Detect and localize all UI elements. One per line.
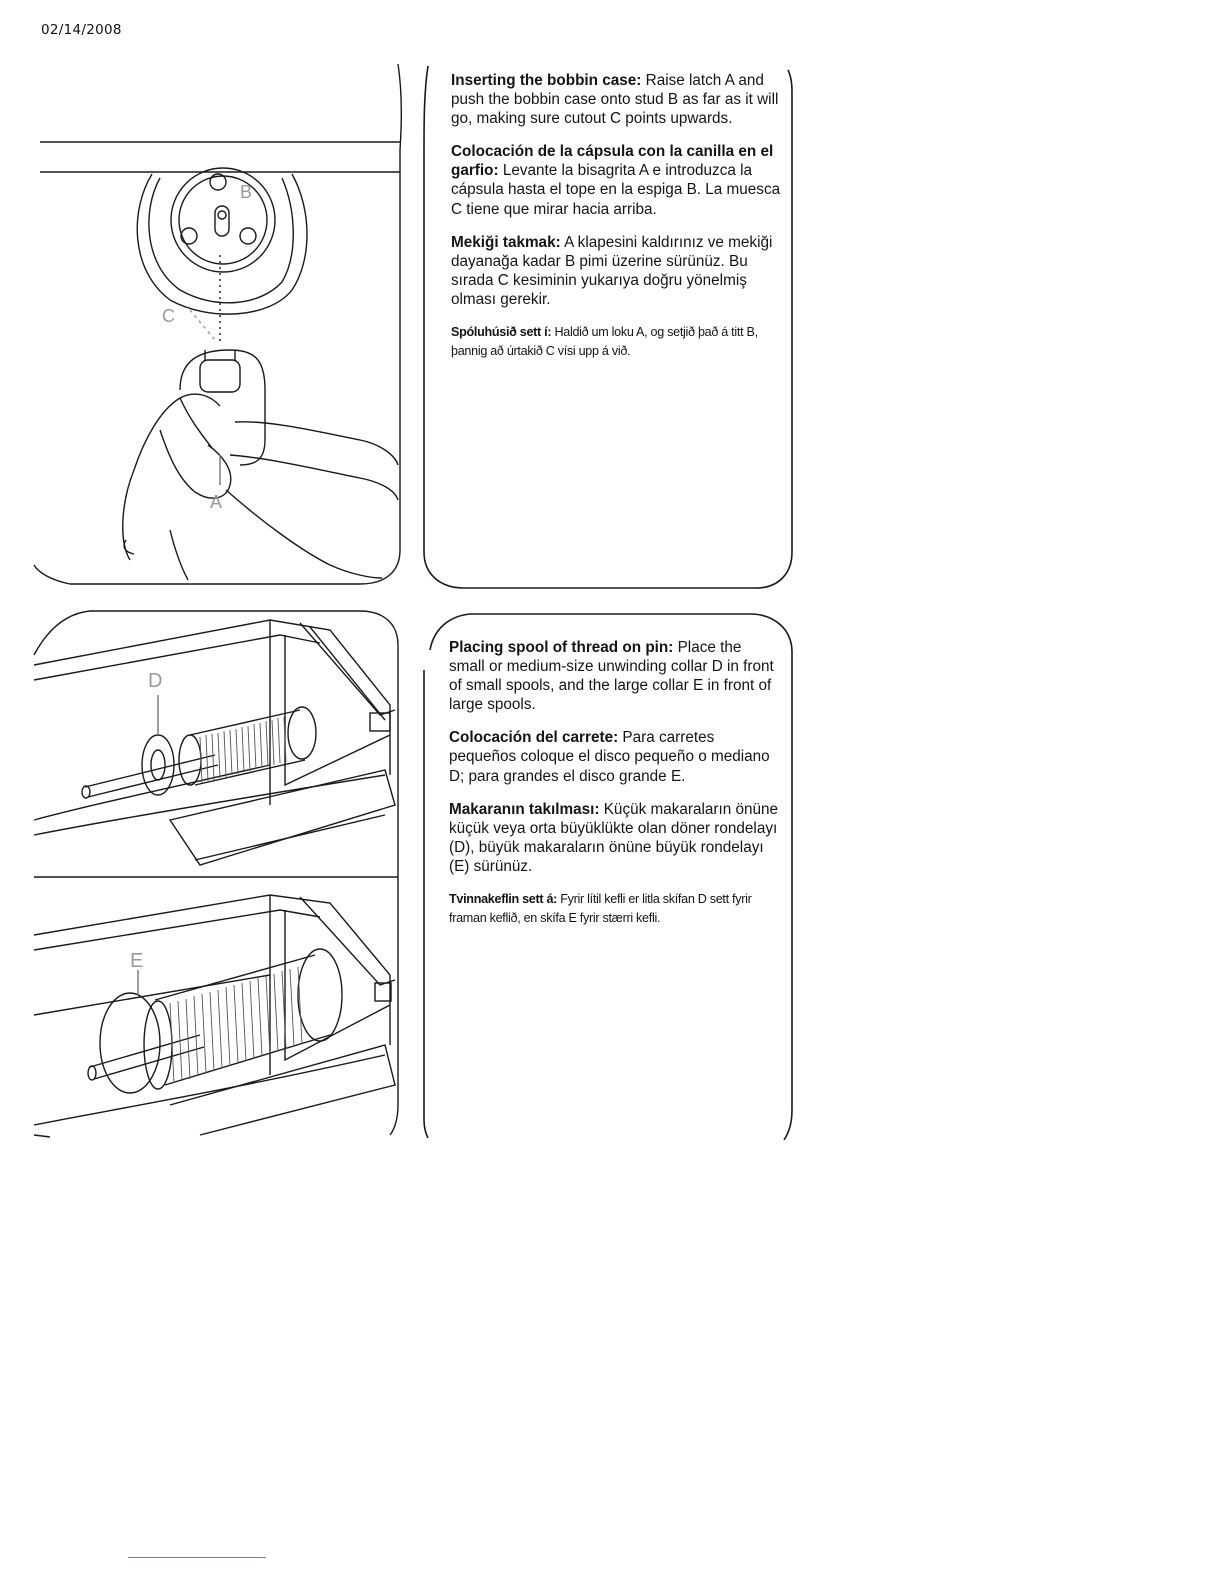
instruction-is: Tvinnakeflin sett á: Fyrir lítil kefli er litla skífan D sett fyrir framan keflið, en skífa E fyrir stærri kefli. bbox=[449, 892, 752, 925]
label-e: E bbox=[130, 950, 144, 972]
instruction-is: Spóluhúsið sett í: Haldið um loku A, og setjið það á titt B, þannig að úrtakið C vísi upp á við. bbox=[451, 325, 758, 358]
instruction-tr: Mekiği takmak: A klapesini kaldırınız ve mekiği dayanağa kadar B pimi üzerine sürünüz. Bu sırada C kesiminin yukarıya doğru yönelmiş olması gerekir. bbox=[451, 233, 773, 308]
page-date: 02/14/2008 bbox=[41, 22, 122, 38]
bobbin-instructions bbox=[451, 71, 781, 374]
instruction-panel-spool bbox=[420, 610, 798, 1140]
instruction-en: Placing spool of thread on pin: Place the small or medium-size unwinding collar D in front of small spools, and the large collar E in front of large spools. bbox=[449, 639, 774, 714]
label-b: B bbox=[240, 182, 253, 202]
footer-rule bbox=[128, 1557, 266, 1558]
instruction-en: Inserting the bobbin case: Raise latch A and push the bobbin case onto stud B as far as it will go, making sure cutout C points upwards. bbox=[451, 72, 779, 128]
instruction-es: Colocación del carrete: Para carretes pequeños coloque el disco pequeño o mediano D; para grandes el disco grande E. bbox=[449, 729, 770, 785]
spool-collar-illustration bbox=[30, 605, 405, 1140]
label-d: D bbox=[148, 670, 163, 692]
label-c: C bbox=[162, 306, 175, 326]
label-a: A bbox=[210, 492, 223, 512]
instruction-es: Colocación de la cápsula con la canilla en el garfio: Levante la bisagrita A e introduzca la cápsula hasta el tope en la espiga B. La muesca C tiene que mirar hacia arriba. bbox=[451, 143, 781, 218]
instruction-panel-bobbin bbox=[420, 62, 798, 592]
bobbin-case-illustration bbox=[30, 60, 405, 590]
spool-instructions bbox=[449, 638, 779, 941]
instruction-tr: Makaranın takılması: Küçük makaraların önüne küçük veya orta büyüklükte olan döner rondelayı (D), büyük makaraların önüne büyük rondelayı (E) sürünüz. bbox=[449, 800, 779, 875]
